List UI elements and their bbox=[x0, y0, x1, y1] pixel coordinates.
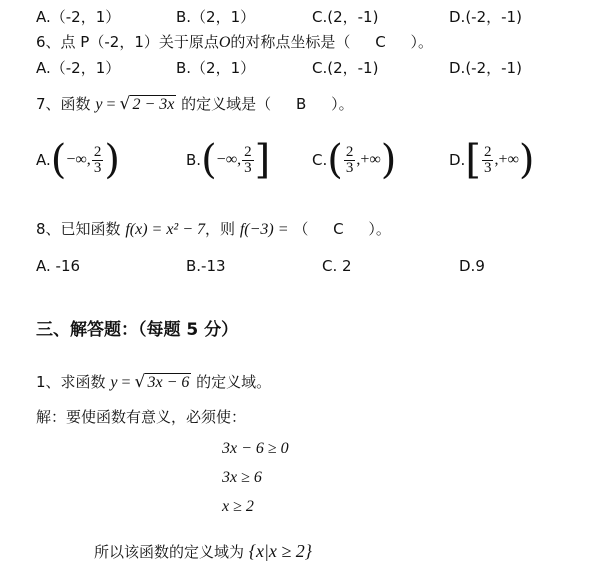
q8-answer: C bbox=[333, 220, 344, 238]
p1-eq: = bbox=[117, 374, 135, 391]
q7-option-c-den: 3 bbox=[345, 159, 354, 176]
q6-prefix: 6、点 P（-2，1）关于原点 bbox=[36, 33, 219, 51]
q6-close: ）。 bbox=[410, 33, 433, 51]
q8-open: （ bbox=[293, 220, 309, 238]
q7-option-d-upper: ,+∞ bbox=[494, 151, 519, 168]
q7-y: y bbox=[95, 96, 103, 113]
q7-option-c bbox=[312, 137, 397, 183]
q7-question bbox=[36, 93, 602, 114]
q7-option-c-left: ( bbox=[327, 137, 343, 183]
q6-option-b: B.（2，1） bbox=[176, 59, 256, 77]
q7-eq: = bbox=[102, 96, 120, 113]
p1-answer-set: {x|x ≥ 2} bbox=[248, 541, 312, 561]
q6-suffix: 的对称点坐标是（ bbox=[230, 33, 351, 51]
q5-option-d: D.(-2，-1) bbox=[449, 8, 522, 26]
q7-option-b-num: 2 bbox=[244, 143, 252, 160]
q8-option-b: B.-13 bbox=[186, 257, 226, 275]
q7-option-b-fraction bbox=[242, 145, 254, 176]
q7-option-b-right: ] bbox=[254, 137, 271, 183]
q7-option-d-left: [ bbox=[465, 137, 481, 183]
q7-option-b-left: ( bbox=[201, 137, 217, 183]
q7-option-c-label: C. bbox=[312, 151, 328, 169]
q7-option-d bbox=[449, 137, 535, 183]
q7-option-a-label: A. bbox=[36, 151, 51, 169]
q7-option-a-lower: −∞, bbox=[66, 151, 91, 168]
q7-radicand: 2 − 3x bbox=[132, 96, 175, 113]
q7-option-a-fraction bbox=[92, 145, 104, 176]
q7-close: ）。 bbox=[331, 95, 354, 113]
q8-prefix: 8、已知函数 bbox=[36, 220, 121, 238]
q7-option-a-den: 3 bbox=[93, 159, 102, 176]
q7-option-c-upper: ,+∞ bbox=[356, 151, 381, 168]
q7-option-a-left: ( bbox=[50, 137, 67, 183]
q7-option-c-num: 2 bbox=[345, 143, 354, 160]
p1-suffix: 的定义域。 bbox=[196, 373, 272, 391]
q8-close: ）。 bbox=[368, 220, 391, 238]
q5-option-b: B.（2，1） bbox=[176, 8, 256, 26]
p1-step-3: x ≥ 2 bbox=[222, 498, 254, 515]
section-heading: 三、解答题：（每题 5 分） bbox=[36, 320, 239, 340]
p1-step-1: 3x − 6 ≥ 0 bbox=[222, 440, 289, 457]
q7-sqrt bbox=[121, 96, 176, 114]
q7-prefix: 7、函数 bbox=[36, 95, 91, 113]
q7-option-d-right: ) bbox=[518, 137, 535, 183]
q6-option-c: C.(2，-1) bbox=[312, 59, 379, 77]
p1-step-2: 3x ≥ 6 bbox=[222, 469, 262, 486]
p1-y: y bbox=[110, 374, 118, 391]
q7-suffix: 的定义域是（ bbox=[181, 95, 272, 113]
p1-question bbox=[36, 371, 602, 392]
q7-option-b-label: B. bbox=[186, 151, 202, 169]
q7-option-a-right: ) bbox=[104, 137, 120, 183]
q6-var: O bbox=[218, 34, 231, 51]
q6-option-a: A.（-2，1） bbox=[36, 59, 121, 77]
q6-answer: C bbox=[375, 33, 386, 51]
q8-expr1: f(x) = x² − 7 bbox=[125, 221, 206, 238]
q8-mid: ，则 bbox=[205, 220, 236, 238]
p1-prefix: 1、求函数 bbox=[36, 373, 106, 391]
p1-conclusion-line bbox=[94, 541, 602, 562]
q5-option-c: C.(2，-1) bbox=[312, 8, 379, 26]
q7-option-b-lower: −∞, bbox=[216, 151, 242, 168]
p1-conclusion: 所以该函数的定义域为 bbox=[94, 543, 245, 561]
q8-option-d: D.9 bbox=[459, 257, 485, 275]
p1-solution-intro: 解：要使函数有意义，必须使： bbox=[36, 408, 247, 426]
q7-option-d-num: 2 bbox=[483, 143, 492, 160]
q7-option-d-fraction bbox=[482, 145, 494, 176]
q7-option-c-fraction bbox=[344, 145, 356, 176]
q8-expr2: f(−3) = bbox=[239, 221, 289, 238]
q8-question bbox=[36, 218, 602, 239]
q7-option-d-label: D. bbox=[449, 151, 466, 169]
q6-question bbox=[36, 31, 602, 52]
q5-option-a: A.（-2，1） bbox=[36, 8, 121, 26]
q7-option-d-den: 3 bbox=[483, 159, 492, 176]
p1-sqrt bbox=[136, 374, 191, 392]
q6-option-d: D.(-2，-1) bbox=[449, 59, 522, 77]
q7-answer: B bbox=[296, 95, 307, 113]
q7-option-b-den: 3 bbox=[244, 159, 252, 176]
q7-option-b bbox=[186, 137, 271, 183]
p1-radicand: 3x − 6 bbox=[147, 374, 190, 391]
q8-option-a: A. -16 bbox=[36, 257, 81, 275]
q7-option-c-right: ) bbox=[380, 137, 397, 183]
q7-option-a-num: 2 bbox=[93, 143, 102, 160]
q7-option-a bbox=[36, 137, 120, 183]
q8-option-c: C. 2 bbox=[322, 257, 352, 275]
